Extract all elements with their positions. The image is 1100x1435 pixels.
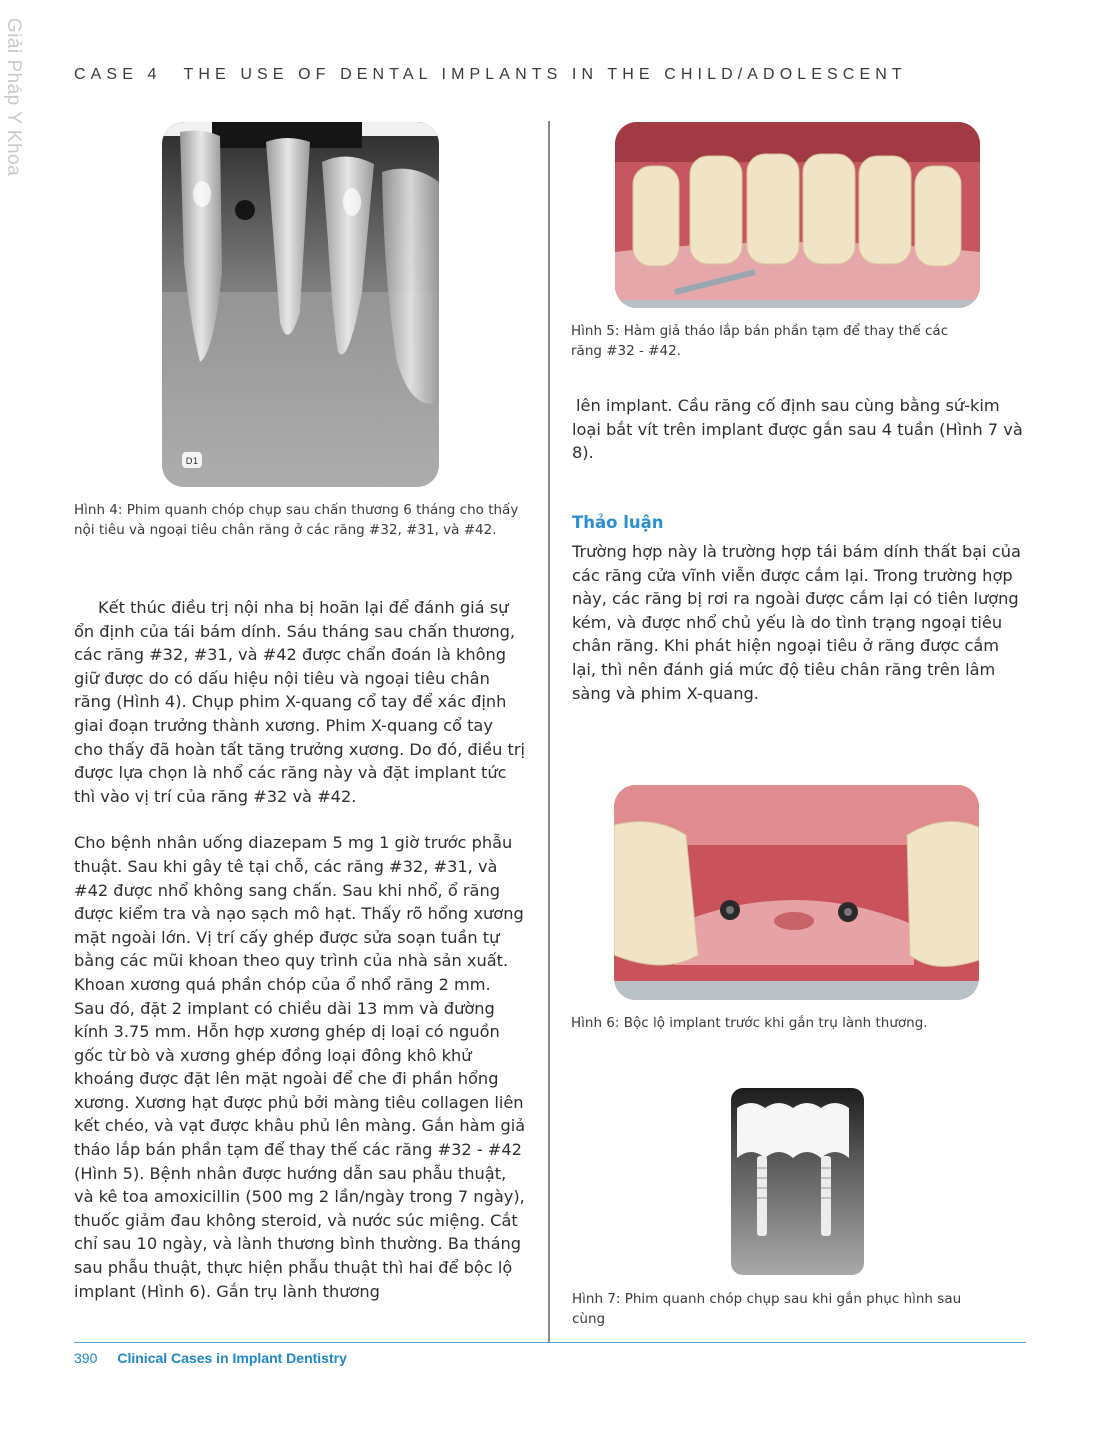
- watermark: [0, 14, 26, 184]
- figure-6-photo: [614, 785, 979, 1000]
- book-title: Clinical Cases in Implant Dentistry: [117, 1350, 347, 1366]
- figure-4-xray: [162, 122, 439, 487]
- discussion-heading: Thảo luận: [572, 513, 664, 532]
- body-paragraph-1: Kết thúc điều trị nội nha bị hoãn lại để đánh giá sự ổn định của tái bám dính. Sáu tháng sau chấn thương, các răng #32, #31, và #42 được chẩn đoán là không giữ được do có dấu hiệu nội tiêu và ngoại tiêu chân răng (Hình 4). Chụp phim X-quang cổ tay để xác định giai đoạn trưởng thành xương. Phim X-quang cổ tay cho thấy đã hoàn tất tăng trưởng xương. Do đó, điều trị được lựa chọn là nhổ các răng này và đặt implant tức thì vào vị trí của răng #32 và #42.: [74, 598, 526, 806]
- figure-5-caption: Hình 5: Hàm giả tháo lắp bán phần tạm để thay thế các răng #32 - #42.: [571, 323, 949, 359]
- footer: [74, 1350, 347, 1366]
- continuation-paragraph: lên implant. Cầu răng cố định sau cùng bằng sứ-kim loại bắt vít trên implant được gắn sau 4 tuần (Hình 7 và 8).: [572, 396, 1023, 463]
- column-divider: [548, 121, 550, 1343]
- running-header: [74, 66, 907, 84]
- right-continuation-text: [572, 394, 1024, 465]
- chapter-title: THE USE OF DENTAL IMPLANTS IN THE CHILD/ADOLESCENT: [183, 66, 907, 83]
- body-paragraph-2: Cho bệnh nhân uống diazepam 5 mg 1 giờ trước phẫu thuật. Sau khi gây tê tại chỗ, các răng #32, #31, và #42 được nhổ không sang chấn. Sau khi nhổ, ổ răng được kiểm tra và nạo sạch mô hạt. Thấy rõ hổng xương mặt ngoài lớn. Vị trí cấy ghép được sửa soạn tuần tự bằng các mũi khoan theo quy trình của nhà sản xuất. Khoan xương quá phần chóp của ổ nhổ răng 2 mm. Sau đó, đặt 2 implant có chiều dài 13 mm và đường kính 3.75 mm. Hỗn hợp xương ghép dị loại có nguồn gốc từ bò và xương ghép đồng loại đông khô khử khoáng được đặt lên mặt ngoài để che đi phần hổng xương. Xương hạt được phủ bởi màng tiêu collagen liên kết chéo, và vạt được khâu phủ lên màng. Gắn hàm giả tháo lắp bán phần tạm để thay thế các răng #32 - #42 (Hình 5). Bệnh nhân được hướng dẫn sau phẫu thuật, và kê toa amoxicillin (500 mg 2 lần/ngày trong 7 ngày), thuốc giảm đau không steroid, và nước súc miệng. Cắt chỉ sau 10 ngày, và lành thương bình thường. Ba tháng sau phẫu thuật, thực hiện phẫu thuật thì hai để bộc lộ implant (Hình 6). Gắn trụ lành thương: [74, 833, 526, 1301]
- figure-7-xray: [731, 1088, 864, 1275]
- discussion-paragraph: Trường hợp này là trường hợp tái bám dính thất bại của các răng cửa vĩnh viễn được cắm lại. Trong trường hợp này, các răng bị rơi ra ngoài được cắm lại có tiên lượng kém, và được nhổ chủ yếu là do tình trạng ngoại tiêu chân răng. Khi phát hiện ngoại tiêu ở răng được cắm lại, thì nên đánh giá mức độ tiêu chân răng trên lâm sàng và phim X-quang.: [572, 542, 1021, 703]
- figure-4-corner-mark: D1: [185, 457, 199, 467]
- page-number: 390: [74, 1350, 98, 1366]
- left-column-text: [74, 596, 526, 1303]
- figure-7-caption: Hình 7: Phim quanh chóp chụp sau khi gắn phục hình sau cùng: [572, 1291, 962, 1327]
- discussion-text: [572, 540, 1028, 705]
- watermark-text: Giải Pháp Y Khoa: [3, 17, 24, 177]
- figure-5-photo: [615, 122, 980, 308]
- figure-4-caption: Hình 4: Phim quanh chóp chụp sau chấn thương 6 tháng cho thấy nội tiêu và ngoại tiêu chân răng ở các răng #32, #31, và #42.: [74, 502, 519, 538]
- footer-rule: [74, 1342, 1026, 1343]
- figure-6-caption: Hình 6: Bộc lộ implant trước khi gắn trụ lành thương.: [571, 1015, 928, 1031]
- case-label: CASE 4: [74, 66, 162, 83]
